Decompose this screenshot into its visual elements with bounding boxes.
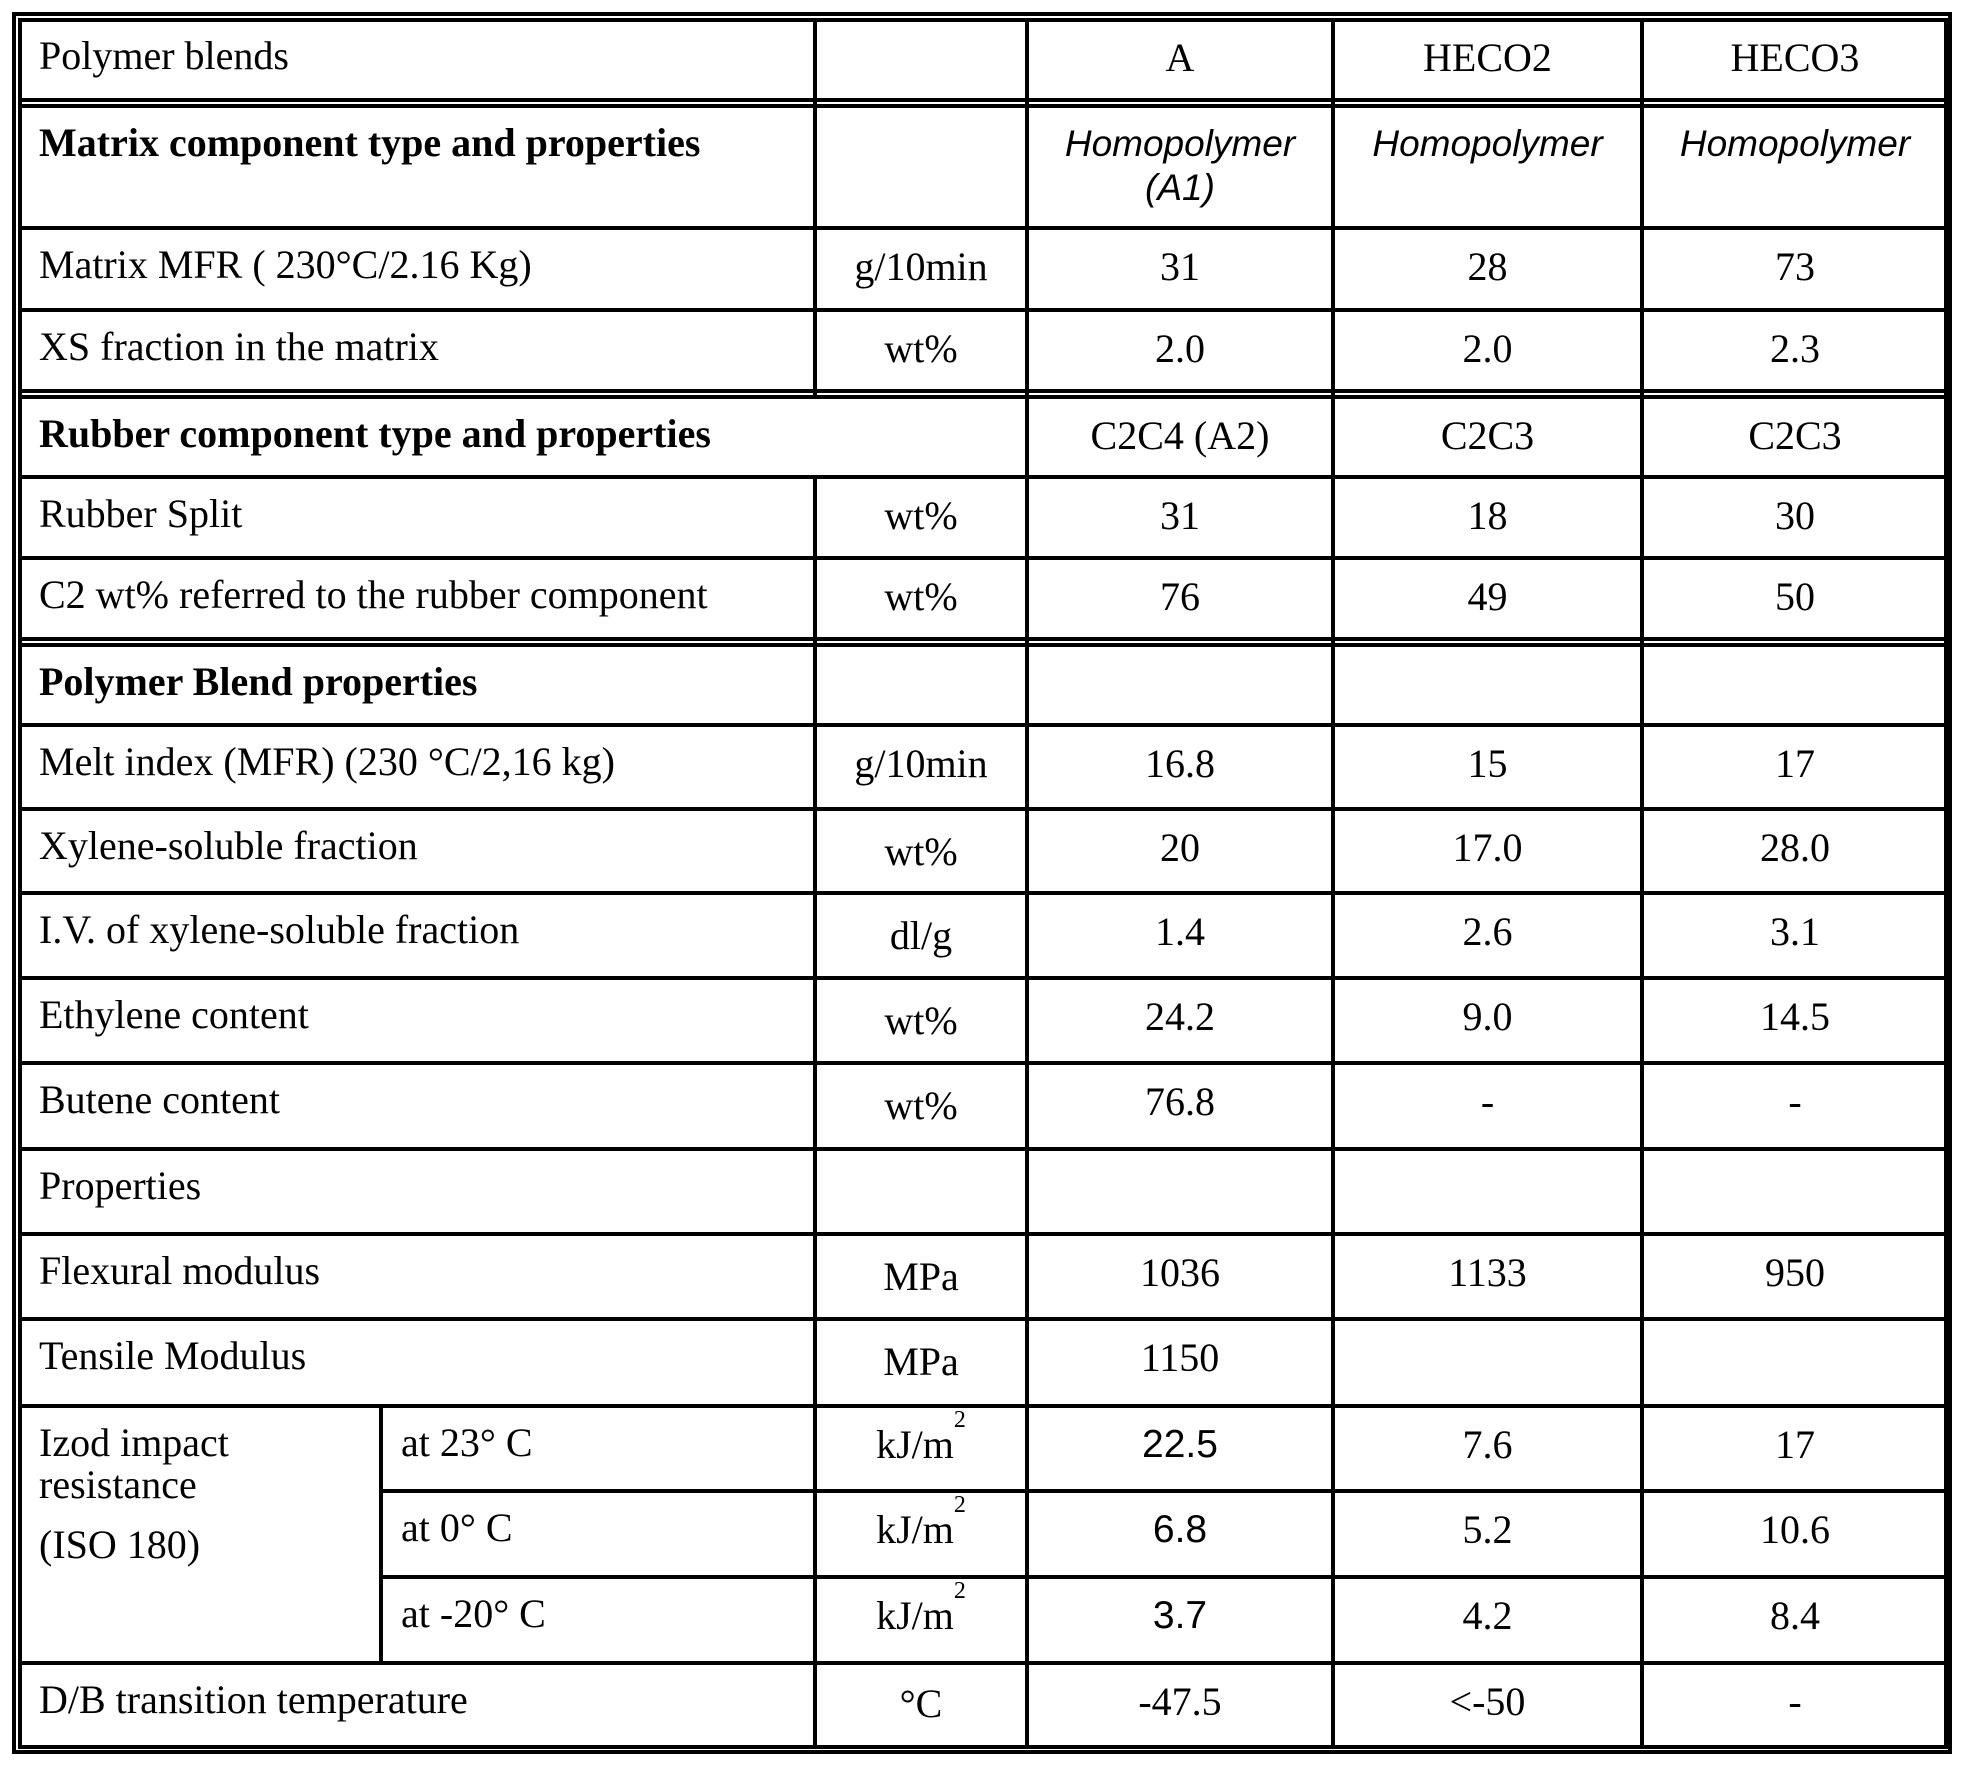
row-unit: MPa [883,1339,959,1384]
divider [21,98,1947,102]
rubber-type-heco2: C2C3 [1440,413,1535,458]
divider [21,637,1947,641]
row-label: Properties [39,1163,202,1208]
row-unit: kJ/m $^2$ [876,1578,966,1638]
cell-heco3: 14.5 [1760,994,1830,1039]
column-header-heco3: HECO3 [1730,35,1860,80]
unit-base: kJ/m [876,1422,954,1467]
column-header-heco2: HECO2 [1423,35,1552,80]
cell-heco3: 3.1 [1770,909,1820,954]
cell-heco2: 15 [1467,741,1508,786]
row-label: D/B transition temperature [39,1677,468,1722]
row-unit: wt% [884,493,958,538]
row-unit: °C [899,1681,943,1726]
izod-label [21,1408,379,1661]
cell-heco2: 49 [1467,574,1508,619]
row-unit: kJ/m $^2$ [876,1492,966,1552]
cell-heco3: 2.3 [1770,326,1820,371]
matrix-type-a-line2: (A1) [1145,167,1215,208]
divider [21,389,1947,393]
cell-a: 1150 [1140,1335,1220,1380]
row-unit: dl/g [889,913,953,958]
cell-heco2: 7.6 [1462,1422,1513,1467]
rubber-type-heco3: C2C3 [1748,413,1842,458]
row-unit: g/10min [854,741,988,786]
cell-heco3: 30 [1775,493,1815,538]
cell-a: 2.0 [1155,326,1205,371]
row-unit: kJ/m $^2$ [876,1407,966,1467]
row-label: Flexural modulus [39,1248,321,1293]
cell-a: 24.2 [1145,994,1215,1039]
cell-heco2: 28 [1467,244,1508,289]
row-label: Ethylene content [39,992,309,1037]
cell-a: 1.4 [1155,909,1205,954]
row-label: I.V. of xylene-soluble fraction [39,907,520,952]
cell-heco3: 17 [1775,1422,1815,1467]
rubber-type-a: C2C4 (A2) [1090,413,1270,458]
izod-label-line3: (ISO 180) [39,1522,201,1567]
row-label: Rubber Split [39,491,243,536]
cell-a: 76.8 [1145,1079,1215,1124]
row-label: C2 wt% referred to the rubber component [39,572,708,617]
cell-heco2: 4.2 [1462,1593,1513,1638]
cell-heco2: 5.2 [1462,1507,1513,1552]
cell-heco2: 17.0 [1452,825,1523,870]
cell-heco3: 73 [1775,244,1815,289]
unit-base: kJ/m [876,1593,954,1638]
cell-heco3: 28.0 [1760,825,1830,870]
cell-heco2: 2.6 [1462,909,1513,954]
matrix-type-heco2: Homopolymer [1372,123,1603,164]
cell-a: 31 [1160,493,1200,538]
row-unit: wt% [884,829,958,874]
izod-condition: at 23° C [401,1420,533,1465]
row-label: XS fraction in the matrix [39,324,439,369]
section-title-rubber: Rubber component type and properties [39,411,711,456]
cell-heco3: 8.4 [1770,1593,1820,1638]
cell-heco2: - [1480,1079,1495,1124]
row-label: Matrix MFR ( 230°C/2.16 Kg) [39,242,532,287]
cell-heco3: 10.6 [1760,1507,1830,1552]
izod-condition: at 0° C [401,1505,513,1550]
row-unit: MPa [883,1254,959,1299]
matrix-type-heco3: Homopolymer [1679,123,1911,164]
unit-base: kJ/m [876,1507,954,1552]
matrix-type-a [1029,108,1331,226]
header-label: Polymer blends [39,33,289,78]
cell-heco2: 9.0 [1462,994,1513,1039]
cell-a: 76 [1160,574,1200,619]
cell-heco3: - [1788,1679,1802,1724]
cell-a: 1036 [1140,1250,1220,1295]
row-label: Melt index (MFR) (230 °C/2,16 kg) [39,739,615,784]
cell-heco2: 2.0 [1462,326,1513,371]
cell-heco3: 17 [1775,741,1815,786]
row-unit: wt% [884,574,958,619]
cell-a: 16.8 [1145,741,1215,786]
section-title-blend: Polymer Blend properties [39,659,478,704]
cell-heco2: 18 [1467,493,1508,538]
cell-a: -47.5 [1138,1679,1222,1724]
row-unit: wt% [884,1083,958,1128]
cell-heco3: 950 [1765,1250,1825,1295]
izod-label-line1: Izod impact [39,1420,229,1465]
cell-a: 6.8 [1152,1508,1208,1551]
cell-a: 20 [1160,825,1200,870]
row-label: Tensile Modulus [39,1333,307,1378]
cell-heco3: - [1788,1079,1802,1124]
column-header-a: A [1165,35,1195,80]
cell-a: 22.5 [1142,1423,1218,1466]
cell-a: 3.7 [1152,1594,1208,1637]
row-label: Xylene-soluble fraction [39,823,418,868]
section-title-matrix: Matrix component type and properties [39,120,701,165]
cell-a: 31 [1160,244,1200,289]
row-unit: g/10min [854,244,988,289]
izod-label-line2: resistance [39,1462,197,1507]
row-unit: wt% [884,326,958,371]
row-unit: wt% [884,998,958,1043]
izod-condition: at -20° C [401,1591,546,1636]
cell-heco2: 1133 [1448,1250,1527,1295]
matrix-type-a-line1: Homopolymer [1064,123,1296,164]
cell-heco2: <-50 [1449,1679,1526,1724]
row-label: Butene content [39,1077,281,1122]
cell-heco3: 50 [1775,574,1815,619]
